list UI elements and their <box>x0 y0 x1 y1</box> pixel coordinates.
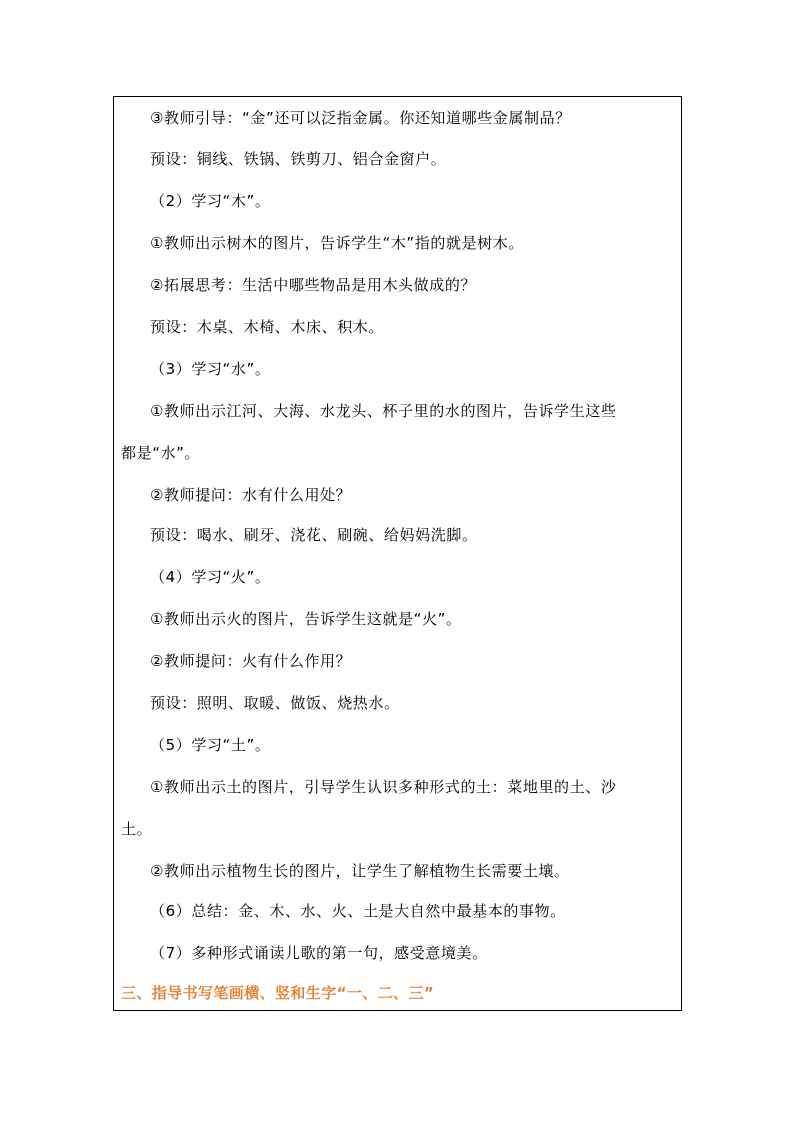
lesson-plan-table-cell <box>113 96 682 1011</box>
subheading-learn-mu: （2）学习“木”。 <box>150 192 271 210</box>
subheading-learn-shui: （3）学习“水”。 <box>150 360 271 378</box>
paragraph-shui-show-picture: ①教师出示江河、大海、水龙头、杯子里的水的图片，告诉学生这些 <box>150 402 617 420</box>
paragraph-shui-show-picture-cont: 都是“水”。 <box>121 444 201 462</box>
paragraph-shui-preset: 预设：喝水、刷牙、浇花、刷碗、给妈妈洗脚。 <box>150 526 478 544</box>
paragraph-tu-show-picture-cont: 土。 <box>121 820 153 838</box>
paragraph-huo-preset: 预设：照明、取暖、做饭、烧热水。 <box>150 694 400 712</box>
paragraph-mu-extend-thinking: ②拓展思考：生活中哪些物品是用木头做成的？ <box>150 276 477 294</box>
paragraph-recite-song: （7）多种形式诵读儿歌的第一句，感受意境美。 <box>150 944 488 962</box>
section-heading-writing-strokes: 三、指导书写笔画横、竖和生字“一、二、三” <box>121 984 435 1002</box>
paragraph-huo-question: ②教师提问：火有什么作用？ <box>150 652 352 670</box>
paragraph-huo-show-picture: ①教师出示火的图片，告诉学生这就是“火”。 <box>150 610 462 628</box>
paragraph-tu-plant-growth: ②教师出示植物生长的图片，让学生了解植物生长需要土壤。 <box>150 862 570 880</box>
paragraph-summary: （6）总结：金、木、水、火、土是大自然中最基本的事物。 <box>150 902 566 920</box>
paragraph-jin-metal-prompt: ③教师引导：“金”还可以泛指金属。你还知道哪些金属制品？ <box>150 109 571 127</box>
paragraph-mu-preset: 预设：木桌、木椅、木床、积木。 <box>150 318 385 336</box>
subheading-learn-huo: （4）学习“火”。 <box>150 568 271 586</box>
paragraph-tu-show-picture: ①教师出示土的图片，引导学生认识多种形式的土：菜地里的土、沙 <box>150 778 617 796</box>
paragraph-shui-question: ②教师提问：水有什么用处？ <box>150 486 352 504</box>
subheading-learn-tu: （5）学习“土”。 <box>150 736 271 754</box>
paragraph-jin-preset: 预设：铜线、铁锅、铁剪刀、铝合金窗户。 <box>150 150 447 168</box>
paragraph-mu-show-picture: ①教师出示树木的图片，告诉学生“木”指的就是树木。 <box>150 234 524 252</box>
